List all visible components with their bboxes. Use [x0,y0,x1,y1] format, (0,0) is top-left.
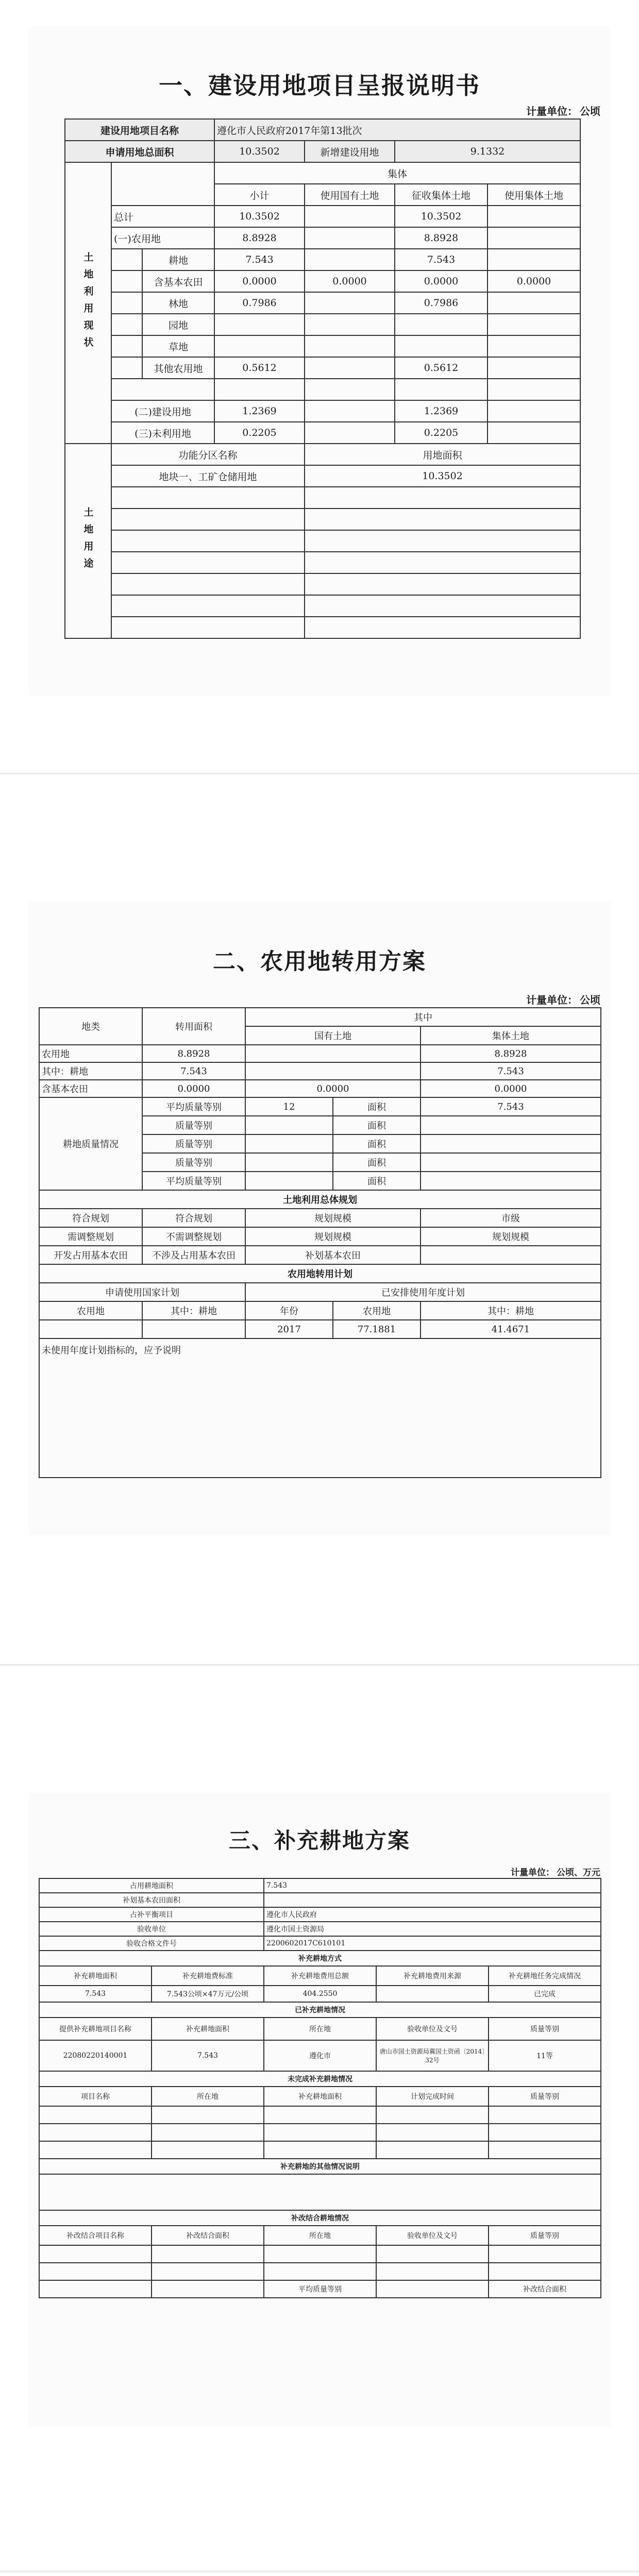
project-value: 遵化市人民政府 [264,1907,601,1922]
project-name-label: 建设用地项目名称 [65,119,214,141]
annual-col: 年份 [245,1301,333,1320]
annual-title: 农用地转用计划 [39,1264,601,1283]
row-v4 [487,249,580,270]
quality-row: 平均质量等别 [142,1172,245,1190]
unit-value: 公顷 [580,994,600,1006]
done-col: 提供补充耕地项目名称 [39,2018,152,2040]
unit-label: 计量单位： [526,105,578,117]
row-v4 [487,206,580,227]
purpose-area: 10.3502 [305,465,580,487]
reserve-col: 质量等别 [489,2226,601,2245]
row-v3: 0.5612 [395,357,487,379]
row-v1: 8.8928 [142,1045,245,1062]
col-state: 国有土地 [245,1026,421,1045]
page-separator [0,2571,639,2572]
annual-left: 申请使用国家计划 [39,1283,245,1301]
quality-label: 耕地质量情况 [39,1097,142,1190]
row-v1: 7.543 [142,1062,245,1080]
row-label: (一)农用地 [111,227,214,249]
row-v3: 7.543 [395,249,487,270]
done-col: 验收单位及文号 [376,2018,489,2040]
area-label: 申请用地总面积 [65,141,214,162]
done-title: 已补充耕地情况 [39,2002,601,2018]
plan-cell: 不涉及占用基本农田 [142,1246,245,1264]
plan-cell: 规划规模 [421,1227,601,1246]
assessed-value: 遵化市国土资源局 [264,1922,601,1936]
quality-row: 质量等别 [142,1153,245,1172]
row-label: 含基本农田 [142,270,214,292]
assessed-label: 验收单位 [39,1922,264,1936]
section2-table [39,1007,601,1478]
plan-cell: 规划规模 [245,1209,421,1227]
unit-value: 公顷 [580,105,600,117]
col-state: 使用国有土地 [305,184,395,206]
row-value: 7.543 [264,1878,601,1893]
reserve-title: 补改结合耕地情况 [39,2210,601,2226]
method-value: 7.543公顷×47万元/公顷 [152,1986,264,2002]
purpose-name: 地块一、工矿仓储用地 [111,465,305,487]
quality-col: 面积 [333,1172,421,1190]
row-v2 [305,292,395,314]
col-converted: 转用面积 [142,1008,245,1045]
undone-title: 未完成补充耕地情况 [39,2071,601,2087]
project-name: 遵化市人民政府2017年第13批次 [214,119,580,141]
undone-col: 质量等别 [489,2087,601,2106]
page-2 [28,902,611,1535]
quality-col: 7.543 [421,1097,601,1116]
reserve-col: 补改结合面积 [152,2226,264,2245]
row-v4 [487,227,580,249]
reserve-col: 补改结合项目名称 [39,2226,152,2245]
section2-title: 二、农用地转用方案 [213,948,426,975]
section3-table [39,1878,601,2298]
page-separator [0,1664,639,1666]
reserve-col: 验收单位及文号 [376,2226,489,2245]
quality-col: 12 [245,1097,333,1116]
plan-title: 土地利用总体规划 [39,1190,601,1209]
plan-cell: 需调整规划 [39,1227,142,1246]
row-label: 补划基本农田面积 [39,1893,264,1907]
annual-col: 农用地 [333,1301,421,1320]
undone-col: 所在地 [152,2087,264,2106]
col-collective: 集体土地 [421,1026,601,1045]
reserve-col: 所在地 [264,2226,376,2245]
row-v3: 0.2205 [395,422,487,444]
done-value: 22080220140001 [39,2040,152,2071]
method-value: 7.543 [39,1986,152,2002]
remark-title: 补充耕地的其他情况说明 [39,2159,601,2174]
done-col: 质量等别 [489,2018,601,2040]
land-status-side-label: 土地利用现状 [65,162,111,444]
row-v3: 10.3502 [395,206,487,227]
annual-col: 农用地 [39,1301,142,1320]
row-label: 草地 [142,335,214,357]
annual-value: 77.1881 [333,1320,421,1338]
done-value: 11等 [489,2040,601,2071]
col-among: 其中 [245,1008,601,1026]
done-col: 所在地 [264,2018,376,2040]
project-label: 占补平衡项目 [39,1907,264,1922]
row-v3: 0.7986 [395,292,487,314]
done-value: 唐山市国土资源局冀国土资函〔2014〕32号 [376,2040,489,2071]
row-v2: 0.0000 [245,1080,421,1097]
new-construction-label: 新增建设用地 [305,141,395,162]
annual-right: 已安排使用年度计划 [245,1283,601,1301]
row-v1: 0.0000 [142,1080,245,1097]
plan-cell: 市级 [421,1209,601,1227]
plan-cell: 补划基本农田 [245,1246,421,1264]
done-value: 7.543 [152,2040,264,2071]
done-col: 补充耕地面积 [152,2018,264,2040]
annual-note: 未使用年度计划指标的，应予说明 [39,1338,601,1478]
method-col: 补充耕地任务完成情况 [489,1966,601,1986]
row-v3: 8.8928 [421,1045,601,1062]
section2-unit [524,992,600,1007]
row-label: 总计 [111,206,214,227]
row-v1: 1.2369 [214,400,305,422]
row-v3: 1.2369 [395,400,487,422]
blank-cell [111,162,214,206]
section1-table [64,118,581,639]
row-v2: 0.0000 [305,270,395,292]
row-label: 农用地 [39,1045,142,1062]
row-label: 其他农用地 [142,357,214,379]
undone-col: 项目名称 [39,2087,152,2106]
plan-cell: 规划规模 [245,1227,421,1246]
quality-row: 质量等别 [142,1116,245,1134]
footer-col: 补改结合面积 [489,2280,601,2298]
method-value: 404.2550 [264,1986,376,2002]
row-v4 [487,292,580,314]
row-v4: 0.0000 [487,270,580,292]
quality-col: 面积 [333,1153,421,1172]
page-1 [28,26,611,696]
col-subtotal: 小计 [214,184,305,206]
new-construction: 9.1332 [395,141,580,162]
row-v2 [305,206,395,227]
annual-col: 其中：耕地 [421,1301,601,1320]
done-value: 遵化市 [264,2040,376,2071]
row-v1: 8.8928 [214,227,305,249]
col-collective-requisition: 征收集体土地 [395,184,487,206]
method-value: 已完成 [489,1986,601,2002]
footer-col: 平均质量等别 [264,2280,376,2298]
purpose-col1: 功能分区名称 [111,444,305,465]
plan-cell: 不需调整规划 [142,1227,245,1246]
purpose-col2: 用地面积 [305,444,580,465]
row-v1: 0.7986 [214,292,305,314]
row-v2 [305,227,395,249]
row-v1: 7.543 [214,249,305,270]
quality-row: 质量等别 [142,1134,245,1153]
row-v1: 0.2205 [214,422,305,444]
method-col: 补充耕地费用来源 [376,1966,489,1986]
section1-title: 一、建设用地项目呈报说明书 [159,72,480,99]
method-title: 补充耕地方式 [39,1951,601,1966]
col-land: 地类 [39,1008,142,1045]
unit-value: 公顷、万元 [557,1868,600,1878]
row-label: 占用耕地面积 [39,1878,264,1893]
number-label: 验收合格文件号 [39,1936,264,1951]
row-v3: 0.0000 [421,1080,601,1097]
col-collective-use: 使用集体土地 [487,184,580,206]
row-v1: 0.5612 [214,357,305,379]
method-col: 补充耕地费标准 [152,1966,264,1986]
row-label: (三)未利用地 [111,422,214,444]
quality-col: 平均质量等别 [142,1097,245,1116]
quality-col: 面积 [333,1097,421,1116]
method-col: 补充耕地费用总额 [264,1966,376,1986]
section3-unit [509,1865,600,1878]
row-v1: 10.3502 [214,206,305,227]
row-label: 其中：耕地 [39,1062,142,1080]
row-v3: 7.543 [421,1062,601,1080]
row-label: 林地 [142,292,214,314]
row-v2 [305,249,395,270]
row-v3: 0.0000 [395,270,487,292]
col-collective: 集体 [214,162,580,184]
row-v3: 8.8928 [395,227,487,249]
row-label: 含基本农田 [39,1080,142,1097]
method-col: 补充耕地面积 [39,1966,152,1986]
row-label: 园地 [142,314,214,335]
unit-label: 计量单位： [511,1868,554,1878]
page-separator [0,773,639,774]
quality-col: 面积 [333,1134,421,1153]
number-value: 2200602017C610101 [264,1936,601,1951]
row-label: (二)建设用地 [111,400,214,422]
plan-cell: 符合规划 [39,1209,142,1227]
quality-col: 面积 [333,1116,421,1134]
plan-cell: 符合规划 [142,1209,245,1227]
annual-value: 2017 [245,1320,333,1338]
row-label: 耕地 [142,249,214,270]
unit-label: 计量单位： [526,994,578,1006]
section3-title: 三、补充耕地方案 [228,1828,410,1853]
purpose-side-label: 土地用途 [65,444,111,638]
annual-col: 其中：耕地 [142,1301,245,1320]
plan-cell: 开发占用基本农田 [39,1246,142,1264]
area: 10.3502 [214,141,305,162]
section1-unit [524,103,600,118]
undone-col: 计划完成时间 [376,2087,489,2106]
page-3 [28,1793,611,2427]
row-v1: 0.0000 [214,270,305,292]
annual-value: 41.4671 [421,1320,601,1338]
undone-col: 补充耕地面积 [264,2087,376,2106]
